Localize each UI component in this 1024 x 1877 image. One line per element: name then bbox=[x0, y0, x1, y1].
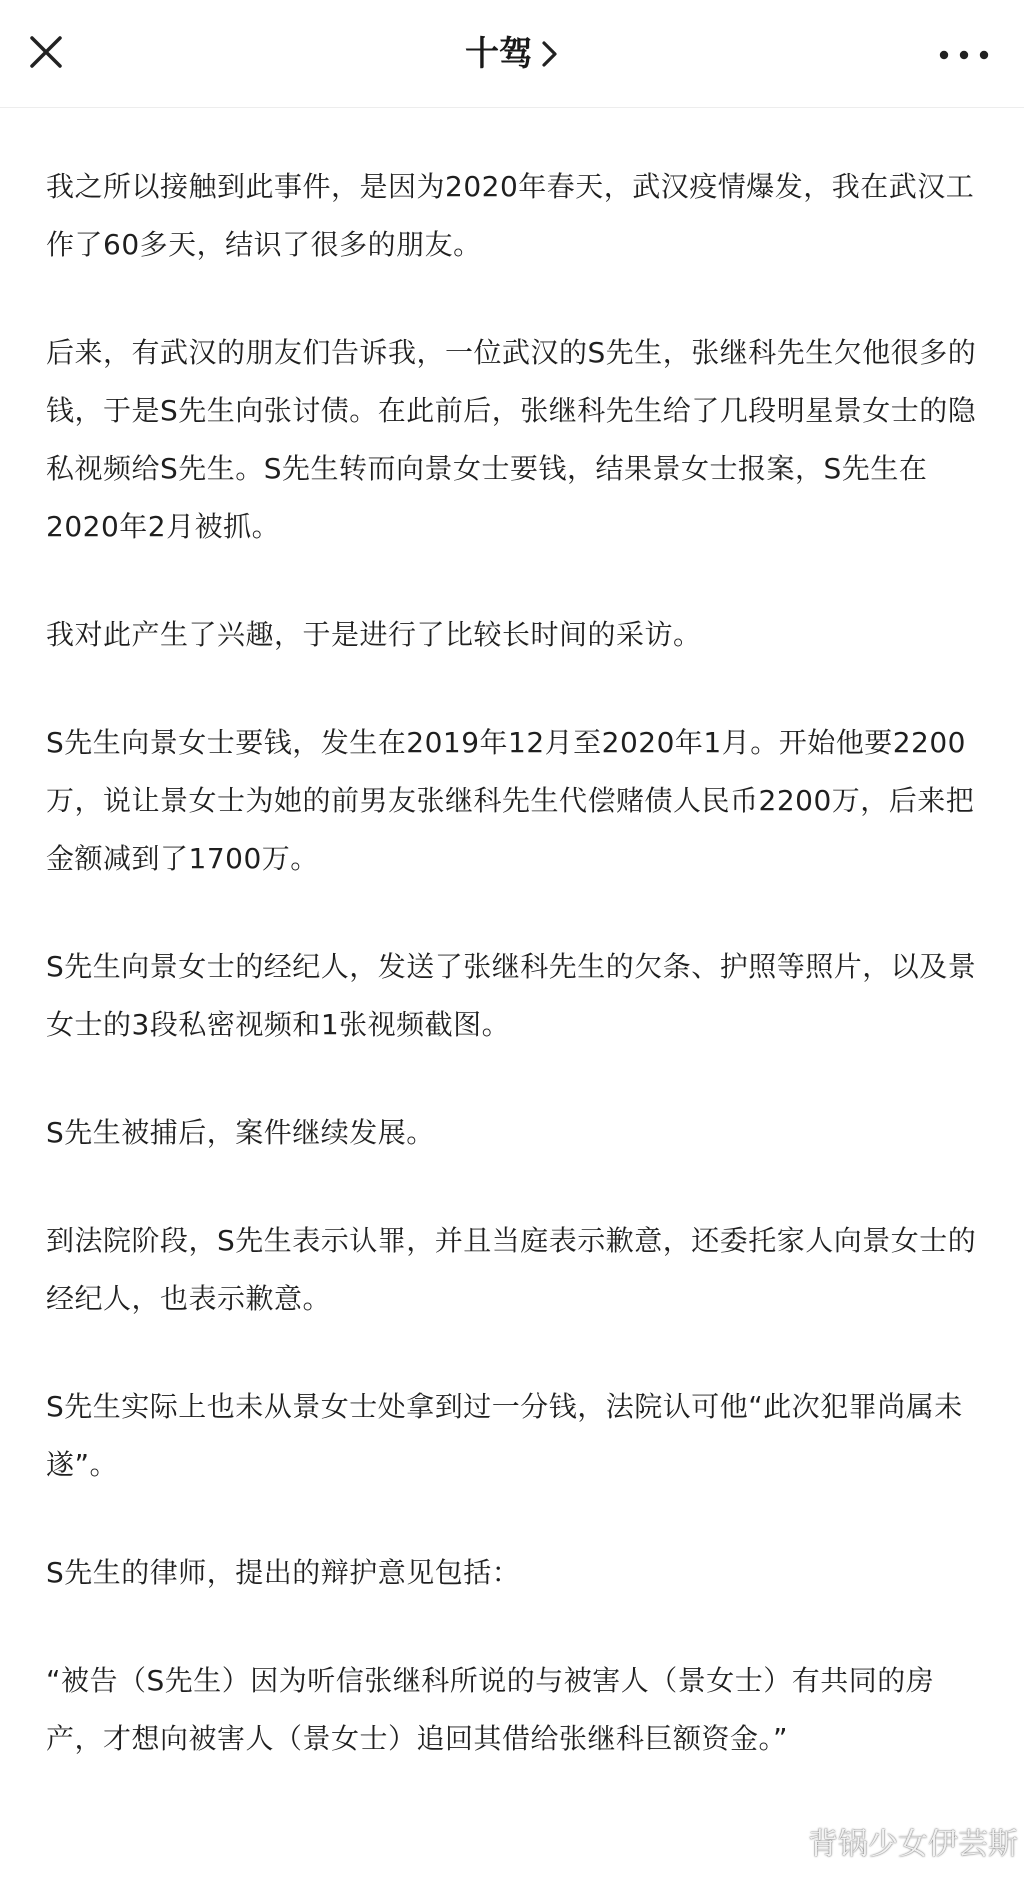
title-area bbox=[0, 28, 1024, 80]
watermark bbox=[762, 1819, 1018, 1863]
watermark-text: 背锅少女伊芸斯 bbox=[808, 1827, 1018, 1862]
account-title-link[interactable] bbox=[465, 28, 559, 80]
article-paragraph: 到法院阶段，S先生表示认罪，并且当庭表示歉意，还委托家人向景女士的经纪人，也表示歉意。 bbox=[46, 1224, 977, 1315]
article-paragraph: 我对此产生了兴趣，于是进行了比较长时间的采访。 bbox=[46, 618, 702, 651]
article-paragraph: S先生的律师，提出的辩护意见包括： bbox=[46, 1556, 521, 1589]
article-paragraph: S先生被捕后，案件继续发展。 bbox=[46, 1116, 435, 1149]
more-dots-icon bbox=[934, 40, 994, 70]
weibo-icon bbox=[762, 1824, 802, 1858]
article-paragraph: “被告（S先生）因为听信张继科所说的与被害人（景女士）有共同的房产，才想向被害人（景女士）追回其借给张继科巨额资金。” bbox=[46, 1664, 935, 1755]
account-name: 十驾 bbox=[465, 34, 533, 74]
article-paragraph: S先生向景女士的经纪人，发送了张继科先生的欠条、护照等照片，以及景女士的3段私密视频和1张视频截图。 bbox=[46, 950, 977, 1041]
article-paragraph: 我之所以接触到此事件，是因为2020年春天，武汉疫情爆发，我在武汉工作了60多天，结识了很多的朋友。 bbox=[46, 170, 975, 261]
chevron-right-icon bbox=[541, 39, 559, 69]
top-bar bbox=[0, 0, 1024, 108]
article-paragraph: S先生实际上也未从景女士处拿到过一分钱，法院认可他“此次犯罪尚属未遂”。 bbox=[46, 1390, 963, 1481]
more-button[interactable] bbox=[934, 40, 994, 70]
article-paragraph: S先生向景女士要钱，发生在2019年12月至2020年1月。开始他要2200万，说让景女士为她的前男友张继科先生代偿赌债人民币2200万，后来把金额减到了1700万。 bbox=[46, 726, 975, 875]
article-body bbox=[46, 158, 986, 1818]
article-paragraph: 后来，有武汉的朋友们告诉我，一位武汉的S先生，张继科先生欠他很多的钱，于是S先生向张讨债。在此前后，张继科先生给了几段明星景女士的隐私视频给S先生。S先生转而向景女士要钱，结果景女士报案，S先生在2020年2月被抓。 bbox=[46, 336, 977, 543]
